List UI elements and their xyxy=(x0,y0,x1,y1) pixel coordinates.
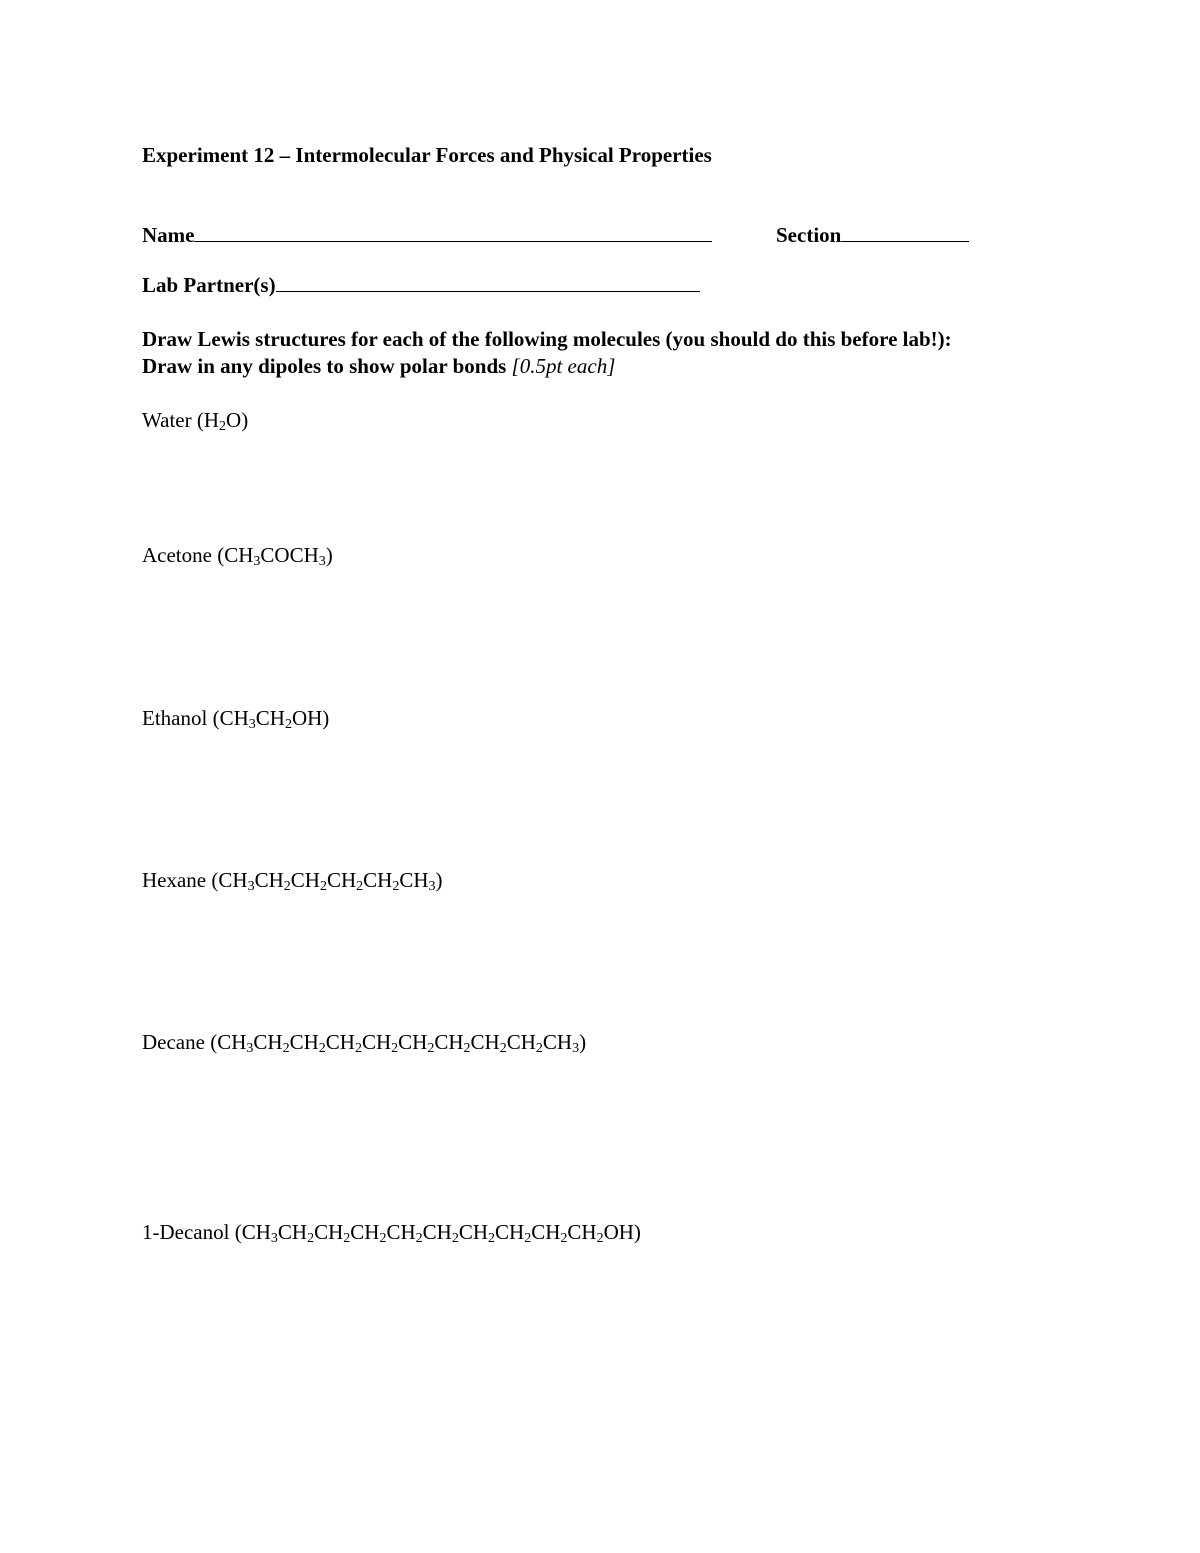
molecule-name: Decane ( xyxy=(142,1030,218,1054)
molecule-formula: $CH_3COCH_3$ xyxy=(224,543,326,569)
name-label: Name xyxy=(142,223,195,247)
instruction-line-2 xyxy=(142,353,615,379)
name-field-row xyxy=(142,222,712,248)
molecule-item: 1-Decanol $(CH_3CH_2CH_2CH_2CH_2CH_2CH_2CH_2CH_2CH_2OH)$ xyxy=(142,1220,641,1246)
molecule-name: Acetone ( xyxy=(142,543,225,567)
molecule-item: Ethanol $(CH_3CH_2OH)$ xyxy=(142,706,330,732)
molecule-item: Decane $(CH_3CH_2CH_2CH_2CH_2CH_2CH_2CH_2CH_2CH_3)$ xyxy=(142,1030,587,1056)
name-blank[interactable] xyxy=(194,223,712,242)
lab-partner-blank[interactable] xyxy=(276,273,700,292)
molecule-formula: $CH_3CH_2OH$ xyxy=(219,706,323,732)
molecule-formula: $H_2O$ xyxy=(203,408,242,434)
molecule-formula: $CH_3CH_2CH_2CH_2CH_2CH_2CH_2CH_2CH_2CH_2OH$ xyxy=(241,1220,634,1246)
molecule-item: Water $(H_2O)$ xyxy=(142,408,249,434)
molecule-name: Ethanol ( xyxy=(142,706,220,730)
lab-partner-label: Lab Partner(s) xyxy=(142,273,276,297)
page-title: Experiment 12 – Intermolecular Forces and Physical Properties xyxy=(142,143,712,167)
molecule-name: 1-Decanol ( xyxy=(142,1220,242,1244)
molecule-name: Hexane ( xyxy=(142,868,219,892)
points-note: [0.5pt each] xyxy=(511,354,616,378)
molecule-name: Water ( xyxy=(142,408,204,432)
instruction-line-2-text: Draw in any dipoles to show polar bonds xyxy=(142,354,512,378)
section-blank[interactable] xyxy=(841,223,969,242)
molecule-item: Hexane $(CH_3CH_2CH_2CH_2CH_2CH_3)$ xyxy=(142,868,443,894)
section-label: Section xyxy=(776,223,842,247)
instruction-line-1: Draw Lewis structures for each of the following molecules (you should do this before lab!): xyxy=(142,327,952,351)
section-field-row xyxy=(776,222,969,248)
molecule-formula: $CH_3CH_2CH_2CH_2CH_2CH_2CH_2CH_2CH_2CH_3$ xyxy=(217,1030,580,1056)
molecule-item: Acetone $(CH_3COCH_3)$ xyxy=(142,543,333,569)
lab-partner-field-row xyxy=(142,272,700,298)
molecule-formula: $CH_3CH_2CH_2CH_2CH_2CH_3$ xyxy=(218,868,436,894)
